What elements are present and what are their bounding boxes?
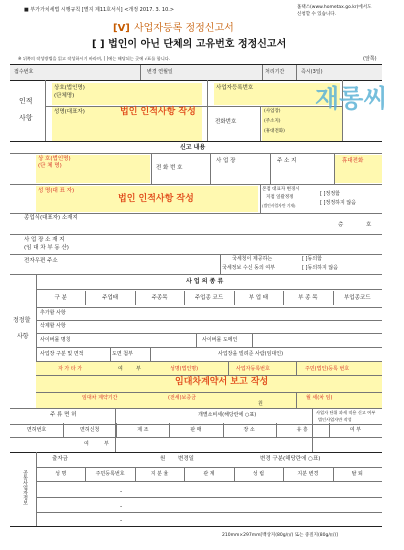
column-divider [283,291,284,305]
add-row-label: 추가할 사항 [40,310,66,316]
partner-sub-cell: 지 분 율 [150,471,169,477]
paper-size-note: 210mm×297mm[백상지(80g/㎡) 또는 중질지(80g/㎡)] [222,533,338,538]
landlord-label: 사업장을 빌려준 사람(임대인) [218,351,284,357]
phone-workplace: (사업장) [264,109,281,114]
report-mobile: 휴대전화 [342,158,364,164]
column-divider [169,423,170,437]
deposit-won: 원 [258,401,263,407]
lease-annotation: 임대차계약서 보고 작성 [175,377,269,387]
floor-label: 층 [338,222,344,228]
biz-head-cell: 부 종 목 [298,295,318,301]
headoffice-apply[interactable]: [ ]정정함 [320,191,340,197]
cyber-mall-label: 사이버몰 명칭 [40,337,71,343]
lease-period-label: 임대차 계약기간 [82,395,118,401]
headoffice-label-2: 지점 일괄정정 [266,195,294,200]
biz-head-cell: 주업태 [102,295,119,301]
report-workplace: 사 업 장 [216,158,236,164]
business-title: 사 업 의 종 류 [186,278,224,285]
biz-head-cell: 주업종 코드 [194,295,224,301]
column-divider [333,467,334,481]
column-divider [184,291,185,305]
receipt-row-bg [10,65,382,80]
instruction: ※ 뒤쪽의 작성방법을 읽고 작성하시기 바라며, [ ]에는 해당되는 곳에 √표를 합니다. [18,56,171,61]
report-title: 신고 내용 [180,144,206,151]
lic-sub-cell: 제 조 [137,427,149,433]
column-divider [135,467,136,481]
change-date-col: 변경일 [178,456,194,462]
column-divider [276,423,277,437]
processing-period-label: 처리기간 [265,69,285,75]
column-divider [85,467,86,481]
receipt-number-label: 접수번호 [14,69,34,75]
dash-3: - [120,517,123,524]
report-company-label: 상 호(법인명) [38,156,71,162]
landlord-biz-no-label: 사업자등록번호 [236,366,270,372]
column-divider [333,291,334,305]
lic-sub-cell: 유 흥 [296,427,308,433]
partner-sub-cell: 성 명 [55,471,67,477]
column-divider [234,467,235,481]
hometax-note-2: 신청할 수 있습니다. [297,12,337,17]
lic-sub-cell: 여 부 [349,427,362,433]
location-label-2: (임 대 차 부 동 산) [24,245,69,251]
own-yes[interactable]: 여 [118,366,123,372]
report-phone-label: 전 화 번 호 [156,165,183,171]
column-divider [283,467,284,481]
lic-sub-cell: 판 매 [190,427,202,433]
column-divider [329,423,330,437]
change-type-label: 변경 구분(해당란에 ○표) [260,456,321,462]
rep-address-label: 종업식(대표자) 소재지 [24,215,78,221]
report-rep-label: 성 명(대 표 자) [38,188,75,194]
tax-info-agree[interactable]: [ ]동의함 [302,256,322,262]
liquor-license-label: 주 류 면 허 [50,412,77,418]
representative-label: 성명(대표자) [54,109,85,115]
column-divider [63,423,64,437]
column-divider [135,291,136,305]
capital-won: 원 [160,456,166,462]
dash-1: - [120,488,123,495]
own-label: 자 가 타 가 [58,366,83,372]
license-no[interactable]: 부 [104,441,109,447]
deposit-label: (전세)보증금 [168,395,197,401]
partner-sub-cell: 탈 퇴 [351,471,363,477]
company-name-label-2: (단체명) [54,93,75,99]
tax-info-disagree[interactable]: [ ]동의하지 않음 [302,265,339,271]
cyber-domain-label: 사이버몰 도메인 [202,337,238,343]
ownership-label: 사업장 구분 및 면적 [40,351,84,357]
title-checkbox[interactable]: [V] [113,23,130,34]
watermark: 재롱씨 [315,84,388,113]
own-no[interactable]: 부 [136,366,141,372]
column-divider [116,423,117,437]
partner-sub-cell: 주민등록번호 [95,471,125,477]
phone-label: 전화번호 [215,119,237,125]
lic-sub-cell: 장 소 [243,427,255,433]
ho-label: 호 [366,222,372,228]
biz-head-cell: 구 분 [54,295,67,301]
phone-mobile: (휴대전화) [264,129,285,134]
partner-side-label: 공동사업자정보 [22,470,28,505]
dash-2: - [120,503,123,510]
biz-head-cell: 부 업 태 [248,295,269,301]
partner-sub-cell: 관 계 [203,471,215,477]
report-annotation: 법인 인적사항 작성 [118,194,194,204]
column-divider [184,467,185,481]
landlord-name-label: 성명(법인명) [170,366,199,372]
email-label: 전자우편 주소 [24,258,58,264]
change-date-label: 변경 연월일 [147,69,173,75]
monthly-rent-label: 월 세(차 임) [306,395,333,401]
page-title: 사업자등록 정정신고서 [134,23,234,34]
column-divider [223,423,224,437]
headoffice-label: 본점 대표자 변경시 [262,187,300,192]
excise-label: 개별소비세(해당란에 ○표) [198,412,257,418]
processing-period-value: 즉시(3일) [301,69,323,75]
biz-head-cell: 부업종코드 [343,295,371,301]
lic-sub-cell: 면허번호 [26,427,47,433]
unit-tax-label: 사업자 단위 과세 적용 신고 여부 [316,410,376,415]
page-number: (앞쪽) [363,56,377,62]
drawing-label: 도면 첨부 [112,351,133,357]
page-subtitle: [ ] 법인이 아닌 단체의 고유번호 정정신고서 [92,39,287,50]
landlord-id-label: 주민(법인)등록 번호 [305,366,350,372]
tax-info-label-2: 국세정보 수신 동의 여부 [222,265,276,271]
column-divider [85,291,86,305]
personal-section-label: 인적 [19,97,33,105]
column-divider [234,291,235,305]
location-label: 사 업 장 소 재 지 [24,237,65,243]
side-label-edit: 정정할 [13,317,31,324]
license-yes[interactable]: 여 [84,441,89,447]
delete-row-label: 삭제할 사항 [40,323,66,329]
side-label-edit-2: 사항 [17,333,29,340]
lic-sub-cell: 면허신청 [80,427,100,433]
report-company-label-2: (단 체 명) [38,163,62,169]
hq-only-label: 법인사업자만 작성 [318,417,352,422]
headoffice-not-apply[interactable]: [ ]정정하지 않음 [320,200,357,206]
biz-number-label: 사업자등록번호 [216,85,254,91]
report-residence: 주 소 지 [277,158,297,164]
law-reference: ■ 부가가치세법 시행규칙 [별지 제11호서식] <개정 2017. 3. 10.> [24,7,175,13]
capital-label: 출자금 [52,456,68,462]
partner-sub-cell: 성 립 [252,471,265,477]
biz-head-cell: 주종목 [151,295,168,301]
tax-info-label: 국세청이 제공하는 [232,256,273,262]
hometax-note: 홈택스(www.hometax.go.kr)에서도 [297,5,372,10]
headoffice-label-3: (법인사업자만 기재) [262,203,296,208]
personal-section-label-2: 사항 [19,114,33,122]
phone-residence: (주소지) [264,119,281,124]
company-name-label: 상호(법인명) [54,85,85,91]
partner-sub-cell: 지분 변경 [297,471,319,477]
personal-annotation: 법인 인적사항 작성 [120,107,196,117]
